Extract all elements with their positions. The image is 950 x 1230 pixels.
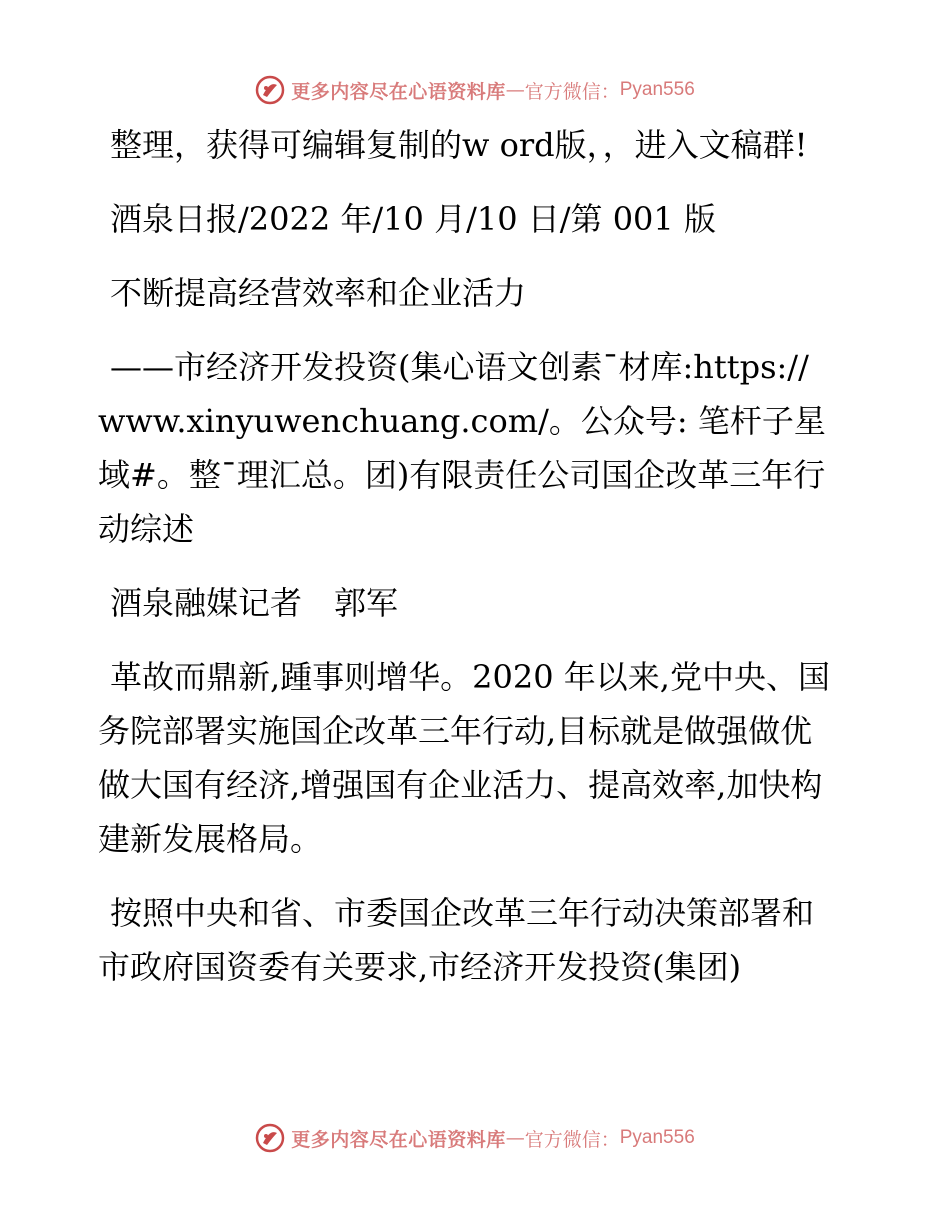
body-paragraph: 革故而鼎新,踵事则增华。2020 年以来,党中央、国务院部署实施国企改革三年行动,目标就是做强做优做大国有经济,增强国有企业活力、提高效率,加快构建新发展格局。	[98, 658, 830, 858]
page-header-banner	[0, 70, 950, 110]
banner-text: 更多内容尽在心语资料库	[291, 80, 506, 103]
paragraph-source: 酒泉日报/2022 年/10 月/10 日/第 001 版	[110, 200, 716, 238]
banner-wechat-label: 官方微信：	[524, 80, 620, 103]
document-body	[98, 118, 834, 1014]
banner-dash: —	[505, 79, 525, 101]
brand-logo-icon	[255, 75, 285, 105]
brand-logo-icon	[255, 1123, 285, 1153]
body-paragraph: 按照中央和省、市委国企改革三年行动决策部署和市政府国资委有关要求,市经济开发投资(集团)	[98, 894, 815, 986]
article-byline: 酒泉融媒记者 郭军	[110, 584, 399, 622]
banner-dash: —	[505, 1127, 525, 1149]
page-footer-banner	[0, 1118, 950, 1158]
banner-wechat-id: Pyan556	[619, 79, 695, 100]
banner-wechat-id: Pyan556	[619, 1127, 695, 1148]
banner-text: 更多内容尽在心语资料库	[291, 1128, 506, 1151]
paragraph-intro: 整理，获得可编辑复制的w ord版，，进入文稿群!	[110, 126, 808, 164]
article-subtitle: ——市经济开发投资(集心语文创素¯材库:https://www.xinyuwenchuang.com/。公众号: 笔杆子星域#。整¯理汇总。团)有限责任公司国企改革三年行动综述	[98, 348, 826, 548]
article-title: 不断提高经营效率和企业活力	[110, 274, 527, 312]
banner-wechat-label: 官方微信：	[524, 1128, 620, 1151]
